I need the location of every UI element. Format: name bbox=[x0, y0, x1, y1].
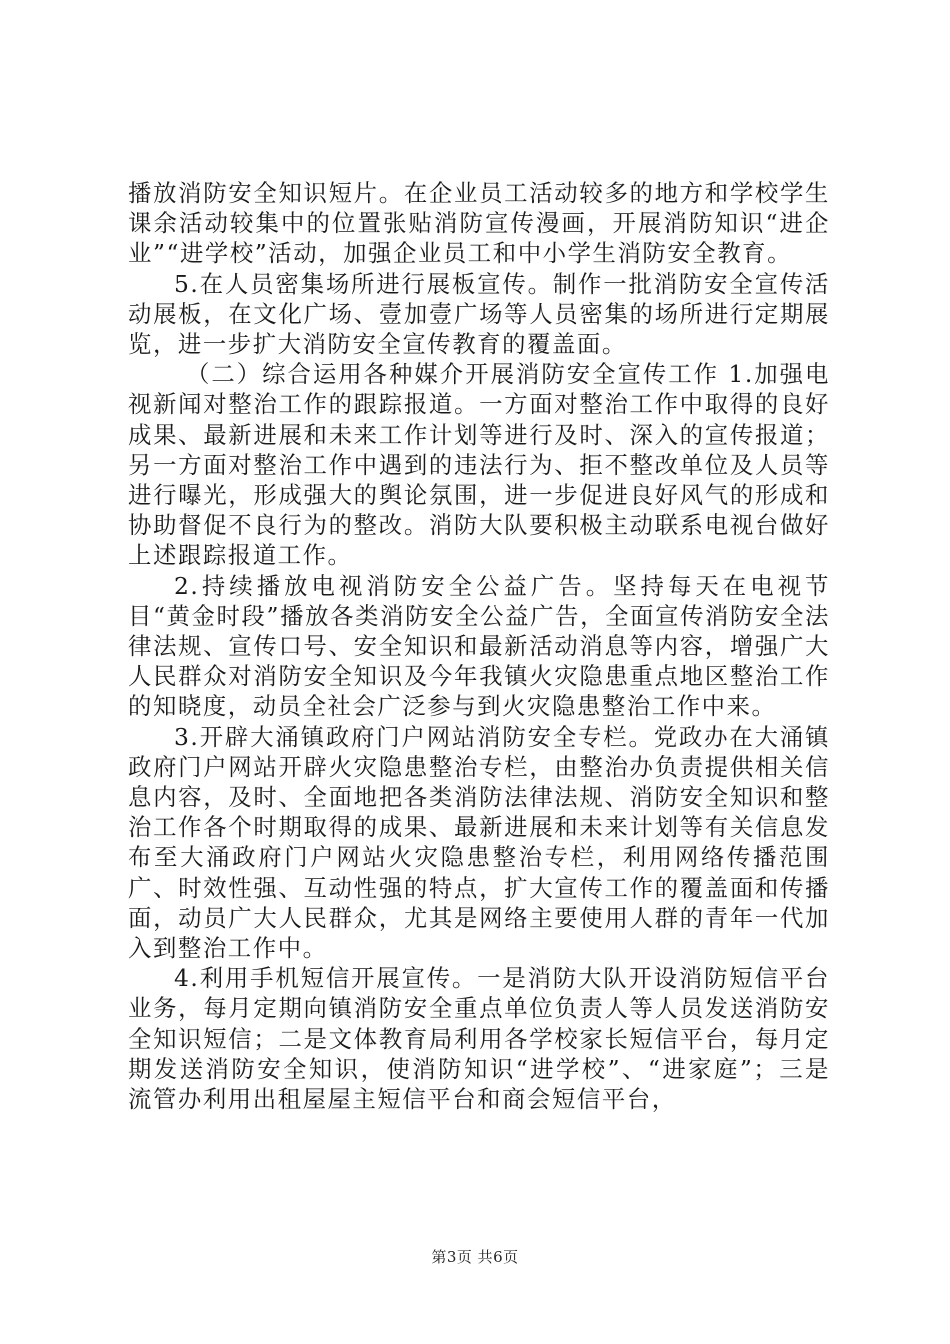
paragraph-item-4: 4.利用手机短信开展宣传。一是消防大队开设消防短信平台业务，每月定期向镇消防安全重点单位负责人等人员发送消防安全知识短信；二是文体教育局利用各学校家长短信平台，每月定期发送消防安全知识，使消防知识“进学校”、“进家庭”；三是流管办利用出租屋屋主短信平台和商会短信平台， bbox=[128, 964, 830, 1114]
paragraph-section-2: （二）综合运用各种媒介开展消防安全宣传工作 1.加强电视新闻对整治工作的跟踪报道。一方面对整治工作中取得的良好成果、最新进展和未来工作计划等进行及时、深入的宣传报道；另一方面对整治工作中遇到的违法行为、拒不整改单位及人员等进行曝光，形成强大的舆论氛围，进一步促进良好风气的形成和协助督促不良行为的整改。消防大队要积极主动联系电视台做好上述跟踪报道工作。 bbox=[128, 360, 830, 570]
paragraph-item-5: 5.在人员密集场所进行展板宣传。制作一批消防安全宣传活动展板，在文化广场、壹加壹广场等人员密集的场所进行定期展览，进一步扩大消防安全宣传教育的覆盖面。 bbox=[128, 269, 830, 359]
paragraph-continuation: 播放消防安全知识短片。在企业员工活动较多的地方和学校学生课余活动较集中的位置张贴消防宣传漫画，开展消防知识“进企业”“进学校”活动，加强企业员工和中小学生消防安全教育。 bbox=[128, 179, 830, 268]
paragraph-item-2: 2.持续播放电视消防安全公益广告。坚持每天在电视节目“黄金时段”播放各类消防安全公益广告，全面宣传消防安全法律法规、宣传口号、安全知识和最新活动消息等内容，增强广大人民群众对消防安全知识及今年我镇火灾隐患重点地区整治工作的知晓度，动员全社会广泛参与到火灾隐患整治工作中来。 bbox=[128, 571, 830, 721]
document-body bbox=[128, 178, 830, 1114]
page-number-footer: 第3页 共6页 bbox=[431, 1248, 519, 1266]
paragraph-item-3: 3.开辟大涌镇政府门户网站消防安全专栏。党政办在大涌镇政府门户网站开辟火灾隐患整治专栏，由整治办负责提供相关信息内容，及时、全面地把各类消防法律法规、消防安全知识和整治工作各个时期取得的成果、最新进展和未来计划等有关信息发布至大涌政府门户网站火灾隐患整治专栏，利用网络传播范围广、时效性强、互动性强的特点，扩大宣传工作的覆盖面和传播面，动员广大人民群众，尤其是网络主要使用人群的青年一代加入到整治工作中。 bbox=[128, 722, 830, 963]
